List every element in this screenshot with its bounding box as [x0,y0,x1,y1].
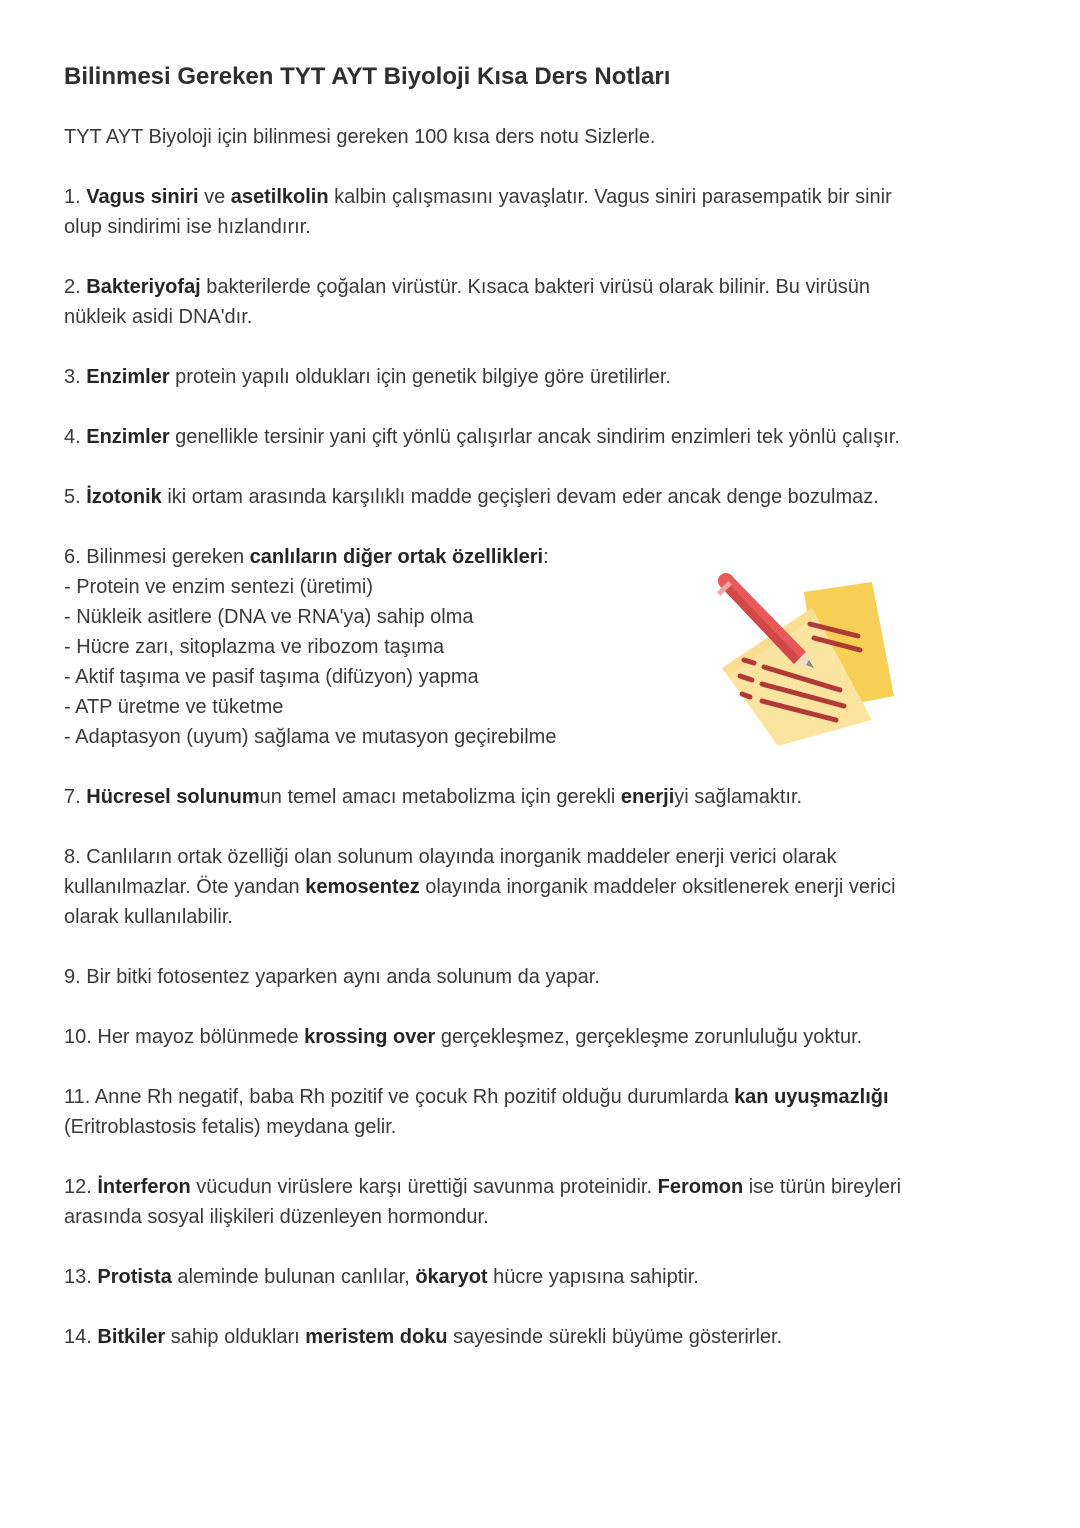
note-text: un temel amacı metabolizma için gerekli [259,786,621,808]
sub-list-item: - ATP üretme ve tüketme [64,696,284,718]
note-number: 11. [64,1086,91,1108]
note-text: ise türün bireyleri arasında sosyal ilişkileri düzenleyen hormondur. [64,1176,902,1228]
note-number: 13. [64,1266,92,1288]
note-text: olayında inorganik maddeler oksitlenerek enerji verici olarak kullanılabilir. [64,876,896,928]
note-number: 1. [64,186,81,208]
note-text: vücudun virüslere karşı ürettiği savunma proteinidir. [190,1176,658,1198]
note-number: 3. [64,366,81,388]
sub-list-item: - Aktif taşıma ve pasif taşıma (difüzyon) yapma [64,666,479,688]
note-pencil-icon [712,568,896,752]
note-item [64,842,924,932]
note-keyword: Vagus siniri [86,186,199,208]
note-item [64,1022,924,1052]
note-text: yi sağlamaktır. [674,786,803,808]
note-item [64,272,924,332]
note-item [64,782,924,812]
note-number: 2. [64,276,81,298]
note-item [64,962,924,992]
note-keyword: Enzimler [86,366,170,388]
notes-list [64,182,924,1352]
note-text: hücre yapısına sahiptir. [487,1266,699,1288]
note-item [64,422,924,452]
note-text: protein yapılı oldukları için genetik bilgiye göre üretilirler. [169,366,671,388]
note-text: bakterilerde çoğalan virüstür. Kısaca bakteri virüsü olarak bilinir. Bu virüsün nükleik asidi DNA'dır. [64,276,870,328]
note-keyword: İzotonik [86,486,162,508]
note-keyword: Hücresel solunum [86,786,260,808]
note-keyword: meristem doku [305,1326,448,1348]
note-text: iki ortam arasında karşılıklı madde geçişleri devam eder ancak denge bozulmaz. [161,486,879,508]
note-text: (Eritroblastosis fetalis) meydana gelir. [64,1116,397,1138]
note-item [64,1262,924,1292]
note-keyword: İnterferon [97,1176,191,1198]
note-number: 4. [64,426,81,448]
note-keyword: Feromon [657,1176,744,1198]
note-text: : [543,546,549,568]
note-text: Anne Rh negatif, baba Rh pozitif ve çocuk Rh pozitif olduğu durumlarda [90,1086,735,1108]
note-text: Canlıların ortak özelliği olan solunum olayında inorganik maddeler enerji verici olarak kullanılmazlar. Öte yandan [64,846,837,898]
note-text: Bilinmesi gereken [80,546,250,568]
note-text: genellikle tersinir yani çift yönlü çalışırlar ancak sindirim enzimleri tek yönlü çalışır. [169,426,900,448]
note-text: Bir bitki fotosentez yaparken aynı anda solunum da yapar. [80,966,600,988]
note-text: sayesinde sürekli büyüme gösterirler. [447,1326,783,1348]
note-text: gerçekleşmez, gerçekleşme zorunluluğu yoktur. [435,1026,863,1048]
page-title: Bilinmesi Gereken TYT AYT Biyoloji Kısa Ders Notları [64,63,671,90]
note-number: 14. [64,1326,92,1348]
note-keyword: kan uyuşmazlığı [734,1086,889,1108]
note-text: Her mayoz bölünmede [91,1026,305,1048]
note-keyword: krossing over [304,1026,436,1048]
note-item [64,1082,924,1142]
note-number: 9. [64,966,81,988]
note-keyword: Enzimler [86,426,170,448]
note-keyword: Bitkiler [97,1326,166,1348]
note-item [64,482,924,512]
note-text: sahip oldukları [165,1326,306,1348]
note-number: 6. [64,546,81,568]
note-keyword: asetilkolin [230,186,329,208]
note-number: 8. [64,846,81,868]
sub-list-item: - Protein ve enzim sentezi (üretimi) [64,576,373,598]
note-keyword: Protista [97,1266,172,1288]
sub-list-item: - Nükleik asitlere (DNA ve RNA'ya) sahip olma [64,606,474,628]
note-keyword: canlıların diğer ortak özellikleri [249,546,544,568]
note-item [64,1322,924,1352]
note-keyword: enerji [620,786,675,808]
note-number: 5. [64,486,81,508]
note-item [64,1172,924,1232]
sub-list-item: - Hücre zarı, sitoplazma ve ribozom taşıma [64,636,445,658]
note-item [64,362,924,392]
note-item [64,182,924,242]
intro-text: TYT AYT Biyoloji için bilinmesi gereken 100 kısa ders notu Sizlerle. [64,126,656,148]
sub-list-item: - Adaptasyon (uyum) sağlama ve mutasyon geçirebilme [64,726,557,748]
note-text: kalbin çalışmasını yavaşlatır. Vagus siniri parasempatik bir sinir olup sindirimi ise hızlandırır. [64,186,892,238]
note-number: 7. [64,786,81,808]
note-text: ve [198,186,231,208]
note-number: 12. [64,1176,92,1198]
note-number: 10. [64,1026,92,1048]
note-keyword: Bakteriyofaj [86,276,201,298]
note-text: aleminde bulunan canlılar, [171,1266,416,1288]
note-keyword: kemosentez [305,876,420,898]
note-keyword: ökaryot [415,1266,488,1288]
